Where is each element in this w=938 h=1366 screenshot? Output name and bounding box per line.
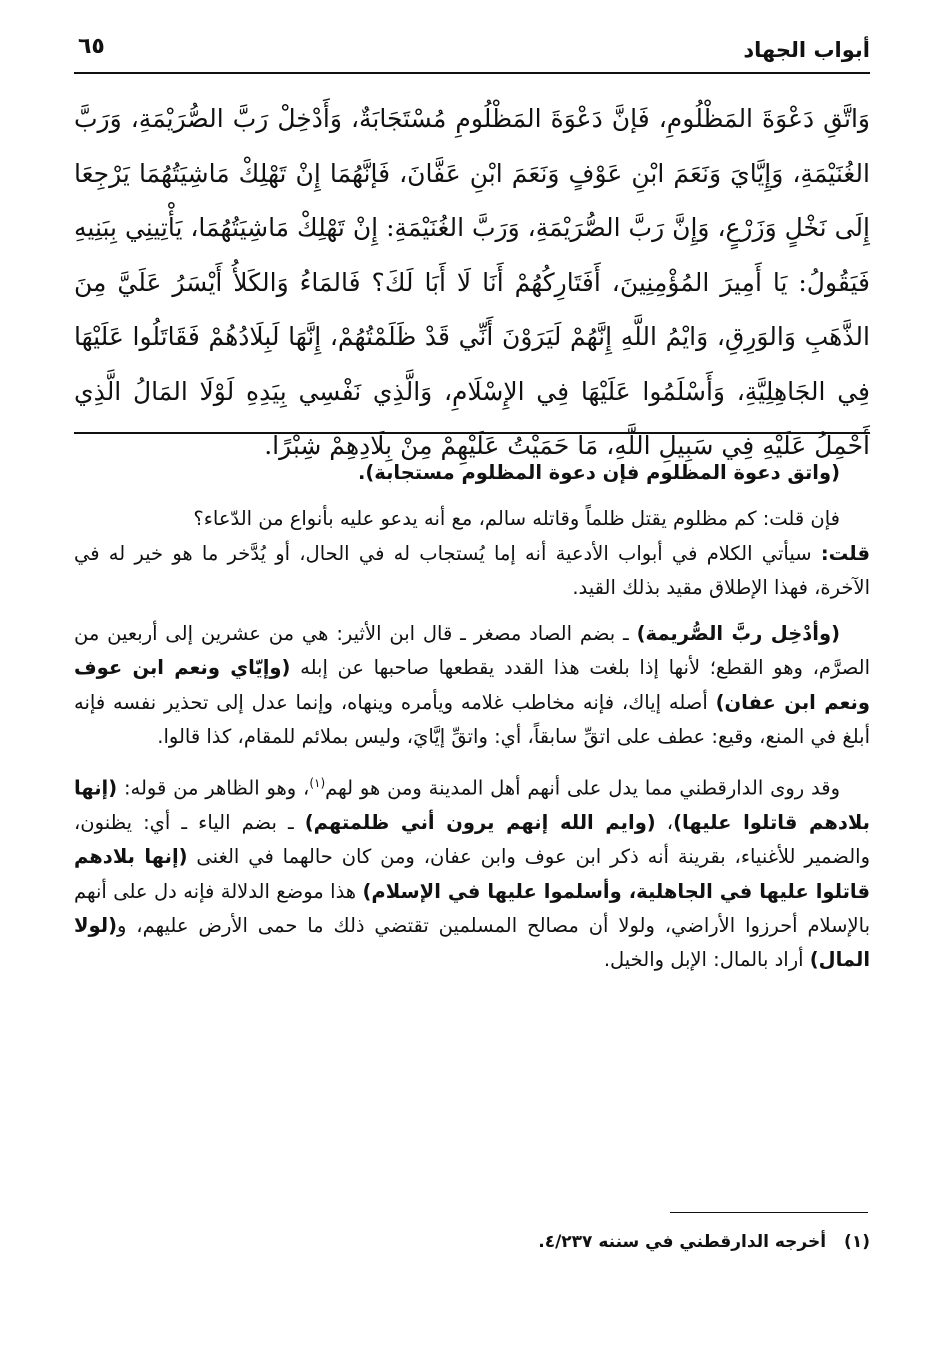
quoted-phrase: (وإيّاي ونعم ابن عوف ونعم ابن عفان) — [74, 656, 870, 714]
page-number: ٦٥ — [78, 34, 105, 59]
commentary-text: أصله إياك، فإنه مخاطب غلامه ويأمره وينهاه، وإنما عدل إلى تحذير نفسه فإنه أبلغ في المنع، وقيع: عطف على اتقِّ سابقاً، أي: واتقِّ إيَّايَ، وليس بملائم للمقام، كذا قالوا. — [74, 690, 870, 749]
commentary-text: ، وهو الظاهر من قوله: — [117, 776, 310, 800]
commentary-text: هذا موضع الدلالة فإنه دل على أنهم بالإسلام أحرزوا الأراضي، ولولا أن مصالح المسلمين تقتضي ذلك ما حمى الأرض عليهم، و — [74, 879, 870, 938]
commentary-paragraph-sureima — [74, 617, 870, 754]
commentary-text: وقد روى الدارقطني مما يدل على أنهم أهل المدينة ومن هو لهم — [325, 776, 840, 800]
footnote — [74, 1232, 870, 1252]
commentary-text: ، — [655, 811, 674, 835]
section-divider — [74, 432, 870, 434]
quoted-phrase: (إنها بلادهم قاتلوا عليها في الجاهلية، وأسلموا عليها في الإسلام) — [74, 845, 870, 903]
commentary-heading-quote: (واتق دعوة المظلوم فإن دعوة المظلوم مستجابة). — [357, 461, 840, 484]
quoted-phrase: (لولا المال) — [74, 914, 870, 972]
footnote-divider — [670, 1212, 868, 1213]
commentary — [74, 456, 870, 990]
page-header — [74, 30, 870, 74]
footnote-marker[interactable]: (١) — [309, 776, 326, 791]
question-text: فإن قلت: كم مظلوم يقتل ظلماً وقاتله سالم، مع أنه يدعو عليه بأنواع من الدّعاء؟ — [193, 507, 840, 531]
commentary-text: ـ بضم الصاد مصغر ـ قال ابن الأثير: هي من عشرين إلى أربعين من الصرَّم، وهو القطع؛ لأنها إذا بلغت هذا القدد يقطعها صاحبها عن إبله — [74, 622, 871, 680]
quoted-phrase: (إنها بلادهم قاتلوا عليها) — [74, 776, 871, 835]
quoted-phrase: (وايم الله إنهم يرون أني ظلمتهم) — [304, 811, 656, 835]
answer-label: قلت: — [820, 541, 870, 565]
hadith-text: وَاتَّقِ دَعْوَةَ المَظْلُومِ، فَإنَّ دَعْوَةَ المَظْلُومِ مُسْتَجَابَةٌ، وَأَدْخِلْ رَبَّ الصُّرَيْمَةِ، وَرَبَّ الغُنَيْمَةِ، وَإِيَّايَ وَنَعَمَ ابْنِ عَوْفٍ وَنَعَمَ ابْنِ عَفَّانَ، فَإنَّهُمَا إِنْ تَهْلِكْ مَاشِيَتُهُمَا يَرْجِعَا إِلَى نَخْلٍ وَزَرْعٍ، وَإِنَّ رَبَّ الصُّرَيْمَةِ، وَرَبَّ الغُنَيْمَةِ: إِنْ تَهْلِكْ مَاشِيَتُهُمَا، يَأْتِينِي بِبَنِيهِ فَيَقُولُ: يَا أَمِيرَ المُؤْمِنِينَ، أَفَتَارِكُهُمْ أَنَا لَا أَبَا لَكَ؟ فَالمَاءُ وَالكَلأُ أَيْسَرُ عَلَيَّ مِنَ الذَّهَبِ وَالوَرِقِ، وَايْمُ اللَّهِ إِنَّهُمْ لَيَرَوْنَ أَنِّي قَدْ ظَلَمْتُهُمْ، إِنَّهَا لَبِلَادُهُمْ فَقَاتَلُوا عَلَيْهَا فِي الجَاهِلِيَّةِ، وَأَسْلَمُوا عَلَيْهَا فِي الإِسْلَامِ، وَالَّذِي نَفْسِي بِيَدِهِ لَوْلَا المَالُ الَّذِي أَحْمِلُ عَلَيْهِ فِي سَبِيلِ اللَّهِ، مَا حَمَيْتُ عَلَيْهِمْ مِنْ بِلَادِهِمْ شِبْرًا. — [74, 104, 870, 460]
commentary-paragraph-daraqutni — [74, 766, 870, 977]
commentary-text: أراد بالمال: الإبل والخيل. — [603, 948, 810, 972]
answer-text: سيأتي الكلام في أبواب الأدعية أنه إما يُستجاب له في الحال، أو يُدَّخر ما هو خير له في الآخرة، فهذا الإطلاق مقيد بذلك القيد. — [74, 541, 870, 599]
running-title: أبواب الجهاد — [743, 38, 870, 62]
commentary-paragraph-question — [74, 502, 870, 605]
footnote-number: (١) — [844, 1232, 870, 1252]
commentary-text: ـ بضم الياء ـ أي: يظنون، والضمير للأغنياء، بقرينة أنه ذكر ابن عوف وابن عفان، ومن كان حالهما في الغنى — [74, 811, 870, 869]
footnote-text: أخرجه الدارقطني في سننه ٤/٢٣٧. — [538, 1232, 827, 1252]
quoted-phrase: (وأدْخِل ربَّ الصُّريمة) — [636, 622, 840, 646]
